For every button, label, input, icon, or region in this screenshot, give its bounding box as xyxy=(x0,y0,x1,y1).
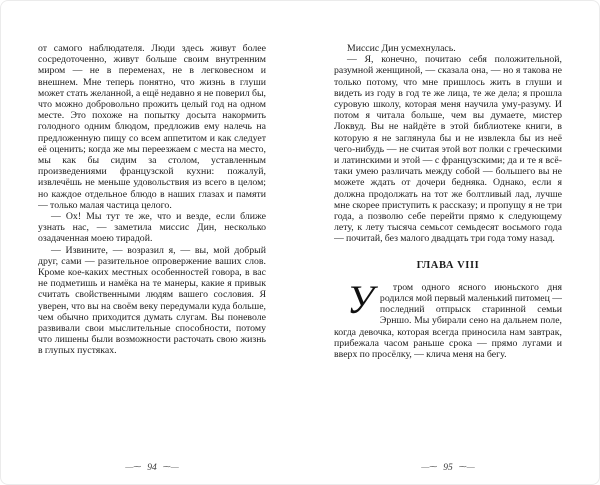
page-number: 95 xyxy=(443,463,453,473)
left-page-text xyxy=(38,43,266,439)
footer-ornament-right: ⁓— xyxy=(458,462,475,471)
left-page xyxy=(38,43,266,485)
chapter-heading: ГЛАВА VIII xyxy=(416,259,480,271)
paragraph: — Я, конечно, почитаю себя положительной, разумной женщиной, — сказала она, — но я такова не только потому, что мне пришлось жить в глуши и видеть из году в год те же лица, те же дела; я прошла суровую школу, которая меня научила уму-разуму. И потом я читала больше, чем вы думаете, мистер Локвуд. Вы не найдёте в этой библиотеке книги, в которую я не заглянула бы и не извлекла бы из неё чего-нибудь — не считая этой вот полки с греческими и латинскими и этой — с французскими; да и те я всё-таки умею различать между собой — большего вы не можете ждать от дочери бедняка. Однако, если я должна продолжать на тот же болтливый лад, лучше мне скорее приступить к рассказу; и пропущу я не три года, а позволю себе перейти прямо к следующему лету, к лету тысяча семьсот семьдесят восьмого года — почитай, без малого двадцать три года тому назад. xyxy=(334,54,562,245)
page-number-right xyxy=(334,463,562,473)
drop-cap: У xyxy=(347,276,374,322)
right-page xyxy=(334,43,562,485)
footer-ornament-right: ⁓— xyxy=(162,462,179,471)
paragraph: — Извините, — возразил я, — вы, мой добрый друг, сами — разительное опровержение ваших слов. Кроме кое-каких местных особенностей говора, в вас не подметишь и намёка на те манеры, какие я привык считать свойственными людям вашего сословия. Я уверен, что вы на своём веку передумали куда больше, чем обычно приходится думать слугам. Вы поневоле развивали свои мыслительные способности, потому что лишены были возможности расточать свою жизнь в глупых пустяках. xyxy=(38,244,266,357)
right-page-text xyxy=(334,43,562,439)
page-number-left xyxy=(38,463,266,473)
paragraph: Миссис Дин усмехнулась. xyxy=(347,43,456,54)
chapter-opening-paragraph xyxy=(334,276,562,361)
footer-ornament-left: —⁓ xyxy=(125,462,142,471)
paragraph: от самого наблюдателя. Люди здесь живут более сосредоточенно, живут больше своим внутренним миром — не в переменах, не в легковесном и внешнем. Мне теперь понятно, что жизнь в глуши может стать желанной, а ещё недавно я не поверил бы, что можно добровольно прожить целый год на одном месте. Это похоже на попытку досыта накормить голодного одним блюдом, предложив ему налечь на предложенную пищу со всем аппетитом и как следует её оценить; когда же мы переезжаем с места на место, мы как бы сидим за столом, уставленным произведениями французской кухни: пожалуй, извлечёшь не меньше удовольствия из всего в целом; но каждое отдельное блюдо в наших глазах и памяти — только малая частица целого. xyxy=(38,43,266,211)
page-number: 94 xyxy=(147,463,157,473)
footer-ornament-left: —⁓ xyxy=(421,462,438,471)
paragraph: — Ох! Мы тут те же, что и везде, если ближе узнать нас, — заметила миссис Дин, несколько озадаченная моею тирадой. xyxy=(38,211,266,245)
chapter-opening-text: тром одного ясного июньского дня родился мой первый маленький питомец — последний отпрыск старинной семьи Эрншо. Мы убирали сено на дальнем поле, когда девочка, которая всегда приносила нам завтрак, прибежала часом раньше срока — прямо лугами и вверх по просёлку, — клича меня на бегу. xyxy=(334,281,562,361)
